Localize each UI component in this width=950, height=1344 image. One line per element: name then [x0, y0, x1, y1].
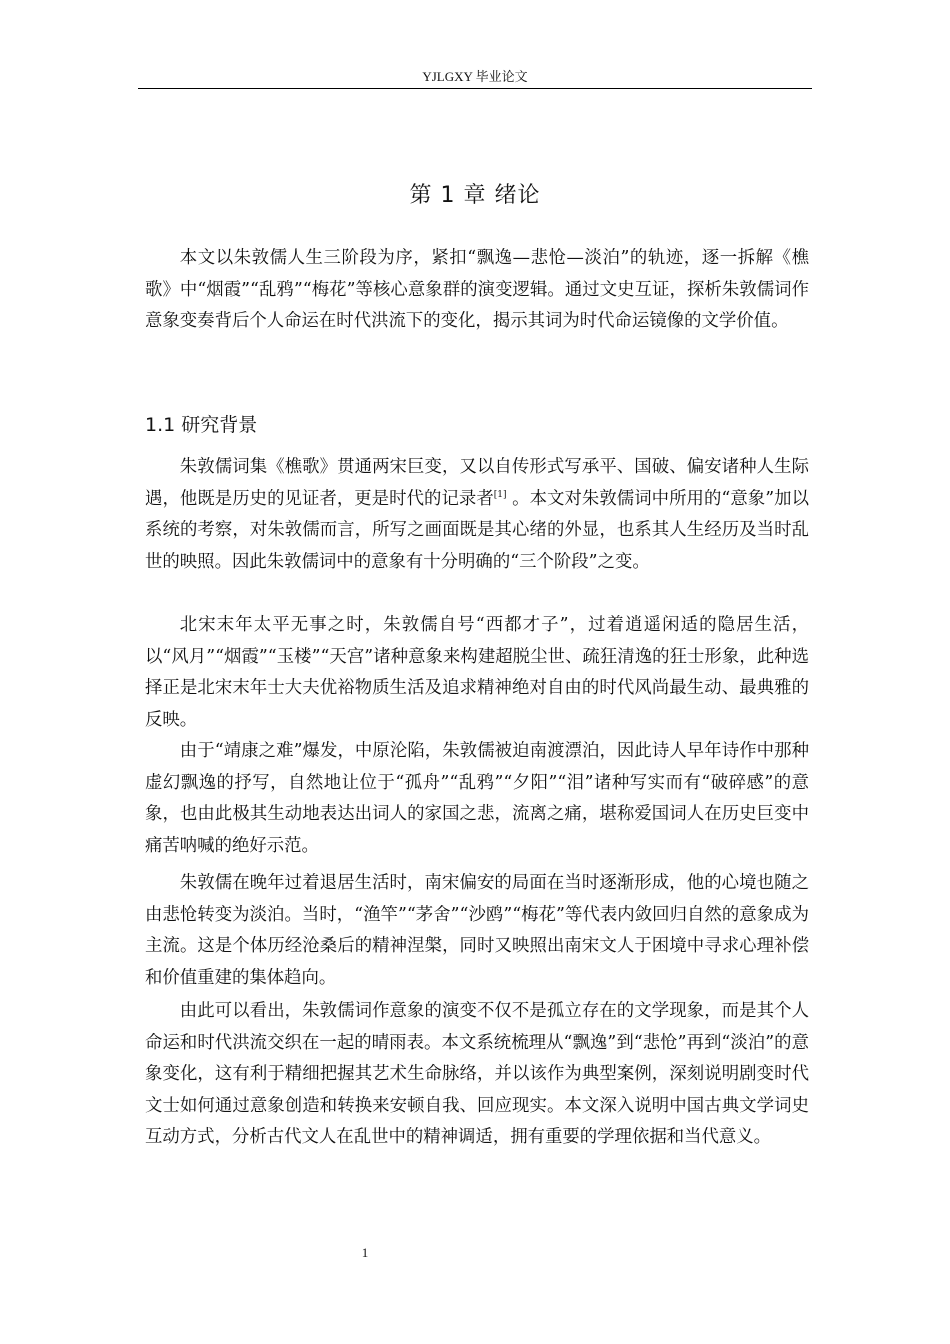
citation-marker: [1]	[493, 489, 507, 500]
page-number: 1	[361, 1245, 369, 1260]
paragraph-1-text-a: 朱敦儒词集《樵歌》贯通两宋巨变，又以自传形式写承平、国破、偏安诸种人生际遇，他既是历史的见证者，更是时代的记录者	[145, 457, 809, 509]
intro-paragraph: 本文以朱敦儒人生三阶段为序，紧扣“飘逸—悲怆—淡泊”的轨迹，逐一拆解《樵歌》中“烟霞”“乱鸦”“梅花”等核心意象群的演变逻辑。通过文史互证，探析朱敦儒词作意象变奏背后个人命运在时代洪流下的变化，揭示其词为时代命运镜像的文学价值。	[145, 248, 809, 332]
body-paragraph-5: 由此可以看出，朱敦儒词作意象的演变不仅不是孤立存在的文学现象，而是其个人命运和时代洪流交织在一起的晴雨表。本文系统梳理从“飘逸”到“悲怆”再到“淡泊”的意象变化，这有利于精细把握其艺术生命脉络，并以该作为典型案例，深刻说明剧变时代文士如何通过意象创造和转换来安顿自我、回应现实。本文深入说明中国古典文学词史互动方式，分析古代文人在乱世中的精神调适，拥有重要的学理依据和当代意义。	[145, 1001, 809, 1148]
header-divider	[138, 88, 812, 89]
body-paragraph-4: 朱敦儒在晚年过着退居生活时，南宋偏安的局面在当时逐渐形成，他的心境也随之由悲怆转变为淡泊。当时，“渔竿”“茅舍”“沙鸥”“梅花”等代表内敛回归自然的意象成为主流。这是个体历经沧桑后的精神涅槃，同时又映照出南宋文人于困境中寻求心理补偿和价值重建的集体趋向。	[145, 873, 809, 988]
paragraph-1-text-b: 。本文对朱敦儒词中所用的“意象”加以系统的考察，对朱敦儒而言，所写之画面既是其心绪的外显，也系其人生经历及当时乱世的映照。因此朱敦儒词中的意象有十分明确的“三个阶段”之变。	[145, 488, 809, 572]
body-paragraph-3: 由于“靖康之难”爆发，中原沦陷，朱敦儒被迫南渡漂泊，因此诗人早年诗作中那种虚幻飘逸的抒写，自然地让位于“孤舟”“乱鸦”“夕阳”“泪”诸种写实而有“破碎感”的意象，也由此极其生动地表达出词人的家国之悲，流离之痛，堪称爱国词人在历史巨变中痛苦呐喊的绝好示范。	[145, 741, 809, 856]
body-paragraph-1	[145, 452, 809, 578]
body-paragraph-2: 北宋末年太平无事之时，朱敦儒自号“西都才子”，过着逍遥闲适的隐居生活，以“风月”“烟霞”“玉楼”“天宫”诸种意象来构建超脱尘世、疏狂清逸的狂士形象，此种选择正是北宋末年士大夫优裕物质生活及追求精神绝对自由的时代风尚最生动、最典雅的反映。	[145, 615, 809, 730]
chapter-title: 第 1 章 绪论	[409, 183, 541, 208]
section-heading: 1.1 研究背景	[145, 414, 258, 436]
page-header: YJLGXY 毕业论文	[422, 69, 528, 84]
